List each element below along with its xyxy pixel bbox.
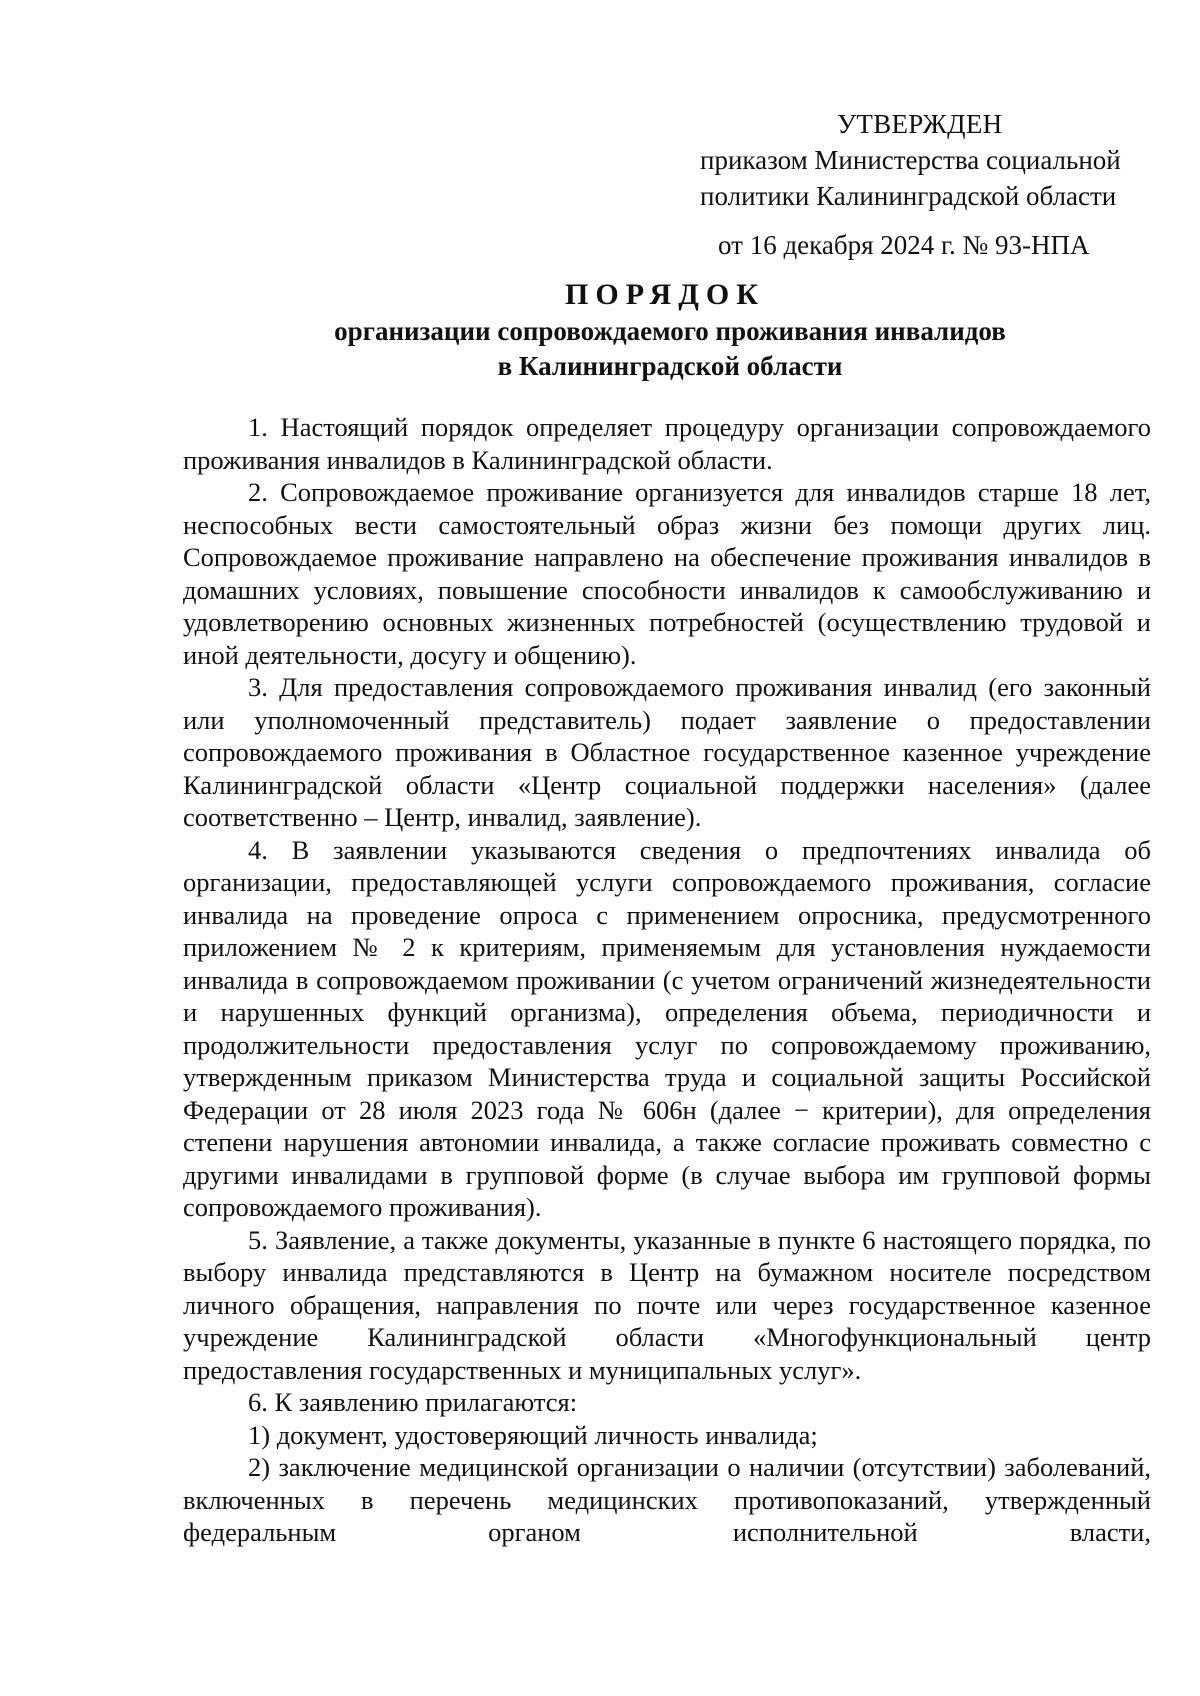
paragraph-6-item-2: 2) заключение медицинской организации о наличии (отсутствии) заболеваний, включенных в перечень медицинских противопоказаний, утвержденный федеральным органом исполнительной власти, <box>183 1452 1151 1547</box>
paragraph-6: 6. К заявлению прилагаются: <box>248 1387 578 1417</box>
document-heading: ПОРЯДОК <box>565 278 765 311</box>
approval-title: УТВЕРЖДЕН <box>837 109 1003 139</box>
document-title-block <box>150 276 1190 384</box>
document-body <box>183 411 1151 1549</box>
approval-issuer-line-1: приказом Министерства социальной <box>700 145 1121 175</box>
approval-issuer-line-2: политики Калининградской области <box>700 181 1117 211</box>
paragraph-2: 2. Сопровождаемое проживание организуется для инвалидов старше 18 лет, неспособных вести самостоятельный образ жизни без помощи других лиц. Сопровождаемое проживание направлено на обеспечение проживания инвалидов в домашних условиях, повышение способности инвалидов к самообслуживанию и удовлетворению основных жизненных потребностей (осуществлению трудовой и иной деятельности, досугу и общению). <box>183 477 1151 670</box>
paragraph-5: 5. Заявление, а также документы, указанные в пункте 6 настоящего порядка, по выбору инвалида представляются в Центр на бумажном носителе посредством личного обращения, направления по почте или через государственное казенное учреждение Калининградской области «Многофункциональный центр предоставления государственных и муниципальных услуг». <box>183 1224 1151 1385</box>
paragraph-4: 4. В заявлении указываются сведения о предпочтениях инвалида об организации, предоставляющей услуги сопровождаемого проживания, согласие инвалида на проведение опроса с применением опросника, предусмотренного приложением № 2 к критериям, применяемым для установления нуждаемости инвалида в сопровождаемом проживании (с учетом ограничений жизнедеятельности и нарушенных функций организма), определения объема, периодичности и продолжительности предоставления услуг по сопровождаемому проживанию, утвержденным приказом Министерства труда и социальной защиты Российской Федерации от 28 июля 2023 года № 606н (далее − критерии), для определения степени нарушения автономии инвалида, а также согласие проживать совместно с другими инвалидами в групповой форме (в случае выбора им групповой формы сопровождаемого проживания). <box>183 834 1151 1222</box>
document-subheading-line-2: в Калининградской области <box>497 351 843 381</box>
document-subheading-line-1: организации сопровождаемого проживания инвалидов <box>334 316 1006 346</box>
paragraph-1: 1. Настоящий порядок определяет процедуру организации сопровождаемого проживания инвалидов в Калининградской области. <box>183 412 1151 475</box>
paragraph-6-item-1: 1) документ, удостоверяющий личность инвалида; <box>248 1419 818 1450</box>
paragraph-3: 3. Для предоставления сопровождаемого проживания инвалид (его законный или уполномоченный представитель) подает заявление о предоставлении сопровождаемого проживания в Областное государственное казенное учреждение Калининградской области «Центр социальной поддержки населения» (далее соответственно – Центр, инвалид, заявление). <box>183 672 1151 832</box>
approval-date-number: от 16 декабря 2024 г. № 93-НПА <box>718 230 1090 260</box>
approval-stamp-block <box>700 106 1140 263</box>
